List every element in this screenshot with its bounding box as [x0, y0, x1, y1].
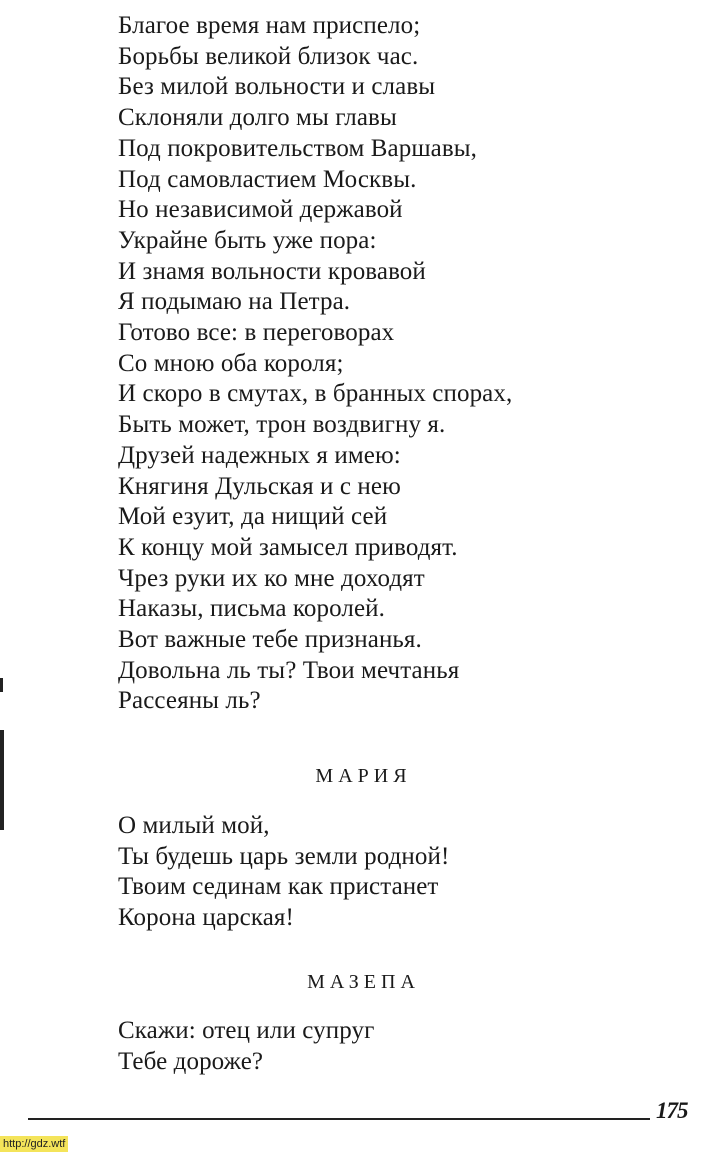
stanza-mazepa-question	[118, 1016, 374, 1077]
margin-mark	[0, 730, 4, 830]
verse-line: Я подымаю на Петра.	[118, 288, 351, 316]
verse-line: Благое время нам приспело;	[118, 12, 421, 39]
verse-line: Друзей надежных я имею:	[118, 441, 401, 469]
speaker-name-mazepa: МАЗЕПА	[307, 971, 420, 993]
verse-line: Быть может, трон воздвигну я.	[118, 411, 446, 439]
verse-line: Княгиня Дульская и с нею	[118, 472, 401, 500]
verse-line: Вот важные тебе признанья.	[118, 626, 422, 654]
verse-line: Твоим сединам как пристанет	[118, 873, 439, 901]
verse-line: Рассеяны ль?	[118, 687, 261, 715]
verse-line: И знамя вольности кровавой	[118, 257, 426, 285]
verse-line: Тебе дороже?	[118, 1047, 264, 1075]
verse-line: Но независимой державой	[118, 196, 403, 224]
verse-line: О милый мой,	[118, 812, 270, 839]
speaker-name-maria: МАРИЯ	[315, 765, 412, 787]
margin-mark	[0, 678, 3, 692]
verse-line: Под покровительством Варшавы,	[118, 134, 478, 162]
verse-line: Скажи: отец или супруг	[118, 1017, 375, 1044]
verse-line: Украйне быть уже пора:	[118, 226, 377, 254]
verse-line: Под самовластием Москвы.	[118, 165, 417, 193]
verse-line: Чрез руки их ко мне доходят	[118, 564, 425, 592]
footer-rule	[28, 1118, 650, 1120]
stanza-mazepa-speech	[118, 11, 512, 717]
verse-line: Готово все: в переговорах	[118, 319, 395, 347]
verse-line: К концу мой замысел приводят.	[118, 533, 458, 561]
stanza-maria-reply	[118, 811, 449, 934]
verse-line: Склоняли долго мы главы	[118, 104, 397, 132]
page-number: 175	[656, 1098, 688, 1123]
verse-line: Борьбы великой близок час.	[118, 42, 419, 70]
watermark-link[interactable]: http://gdz.wtf	[0, 1136, 68, 1152]
verse-line: Наказы, письма королей.	[118, 595, 385, 623]
verse-line: Со мною оба короля;	[118, 349, 344, 377]
verse-line: Корона царская!	[118, 904, 294, 932]
verse-line: И скоро в смутах, в бранных спорах,	[118, 380, 513, 408]
verse-line: Без милой вольности и славы	[118, 73, 436, 101]
verse-line: Мой езуит, да нищий сей	[118, 503, 388, 531]
verse-line: Ты будешь царь земли родной!	[118, 842, 450, 870]
verse-line: Довольна ль ты? Твои мечтанья	[118, 656, 460, 684]
